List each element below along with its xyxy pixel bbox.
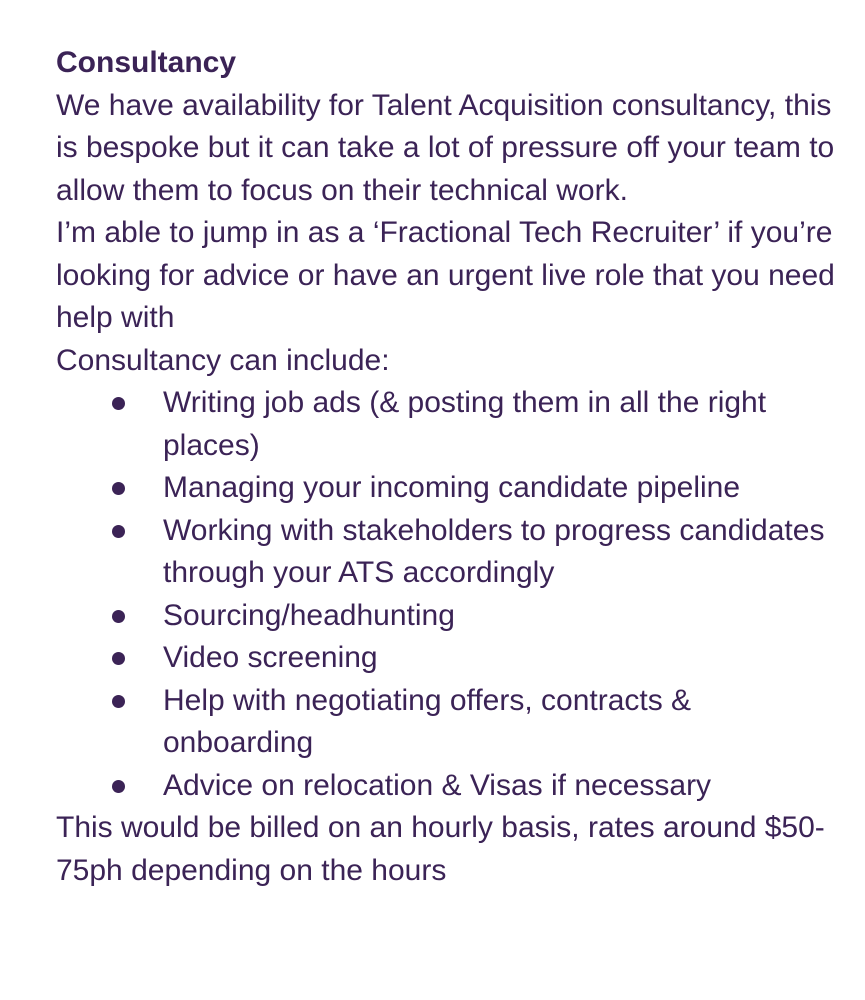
list-item <box>56 595 846 638</box>
billing-paragraph: This would be billed on an hourly basis, rates around $50-75ph depending on the hours <box>56 811 825 887</box>
list-item <box>56 680 846 765</box>
list-item <box>56 382 846 467</box>
list-item-text: Video screening <box>163 641 378 674</box>
availability-paragraph: We have availability for Talent Acquisition consultancy, this is bespoke but it can take a lot of pressure off your team to allow them to focus on their technical work. <box>56 88 835 207</box>
bullet-icon <box>112 482 125 495</box>
bullet-icon <box>112 652 125 665</box>
list-item-text: Writing job ads (& posting them in all the right places) <box>163 386 767 462</box>
list-item <box>56 637 846 680</box>
bullet-icon <box>112 610 125 623</box>
list-item <box>56 510 846 595</box>
list-item-text: Sourcing/headhunting <box>163 598 455 632</box>
bullet-icon <box>112 780 125 793</box>
consultancy-section <box>56 42 846 892</box>
bullet-icon <box>112 525 125 538</box>
list-item-text: Managing your incoming candidate pipeline <box>163 471 741 504</box>
fractional-recruiter-paragraph: I’m able to jump in as a ‘Fractional Tech Recruiter’ if you’re looking for advice or have an urgent live role that you need help with <box>56 216 835 334</box>
section-heading: Consultancy <box>56 46 237 79</box>
bullet-icon <box>112 695 125 708</box>
list-item-text: Advice on relocation & Visas if necessary <box>163 768 712 802</box>
bullet-icon <box>112 397 125 410</box>
services-list <box>56 382 846 807</box>
list-intro: Consultancy can include: <box>56 343 390 377</box>
list-item-text: Help with negotiating offers, contracts & onboarding <box>163 683 692 759</box>
list-item <box>56 765 846 808</box>
list-item <box>56 467 846 510</box>
list-item-text: Working with stakeholders to progress candidates through your ATS accordingly <box>163 513 825 589</box>
